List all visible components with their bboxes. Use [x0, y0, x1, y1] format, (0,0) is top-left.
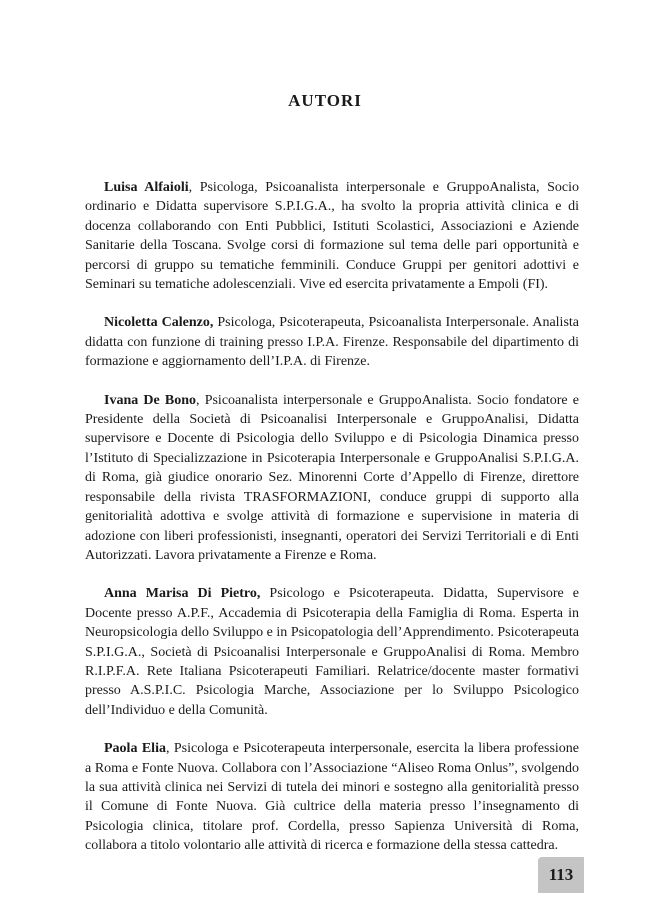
- authors-list: [85, 178, 579, 875]
- author-description: , Psicoanalista interpersonale e GruppoAnalista. Socio fondatore e Presidente della Società di Psicoanalisi Interpersonale e GruppoAnalisi, Didatta supervisore e Docente di Psicologia dello Sviluppo e di Psicologia Dinamica presso l’Istituto di Specializzazione in Psicoterapia Interpersonale e GruppoAnalisi S.P.I.G.A. di Roma, già giudice onorario Sez. Minorenni Corte d’Appello di Firenze, direttore responsabile della rivista TRASFORMAZIONI, conduce gruppi di supporto alla genitorialità adottiva e svolge attività di formazione e supervisione in materia di adozione con liberi professionisti, insegnanti, operatori dei Servizi Territoriali e di Enti Autorizzati. Lavora privatamente a Firenze e Roma.: [85, 392, 580, 563]
- author-name: Ivana De Bono: [104, 392, 197, 408]
- page-title: AUTORI: [288, 91, 362, 110]
- author-bio: [85, 391, 579, 566]
- page-number-tab: [538, 857, 584, 893]
- author-name: Anna Marisa Di Pietro,: [104, 586, 261, 602]
- author-bio: [85, 178, 579, 294]
- author-description: Psicologo e Psicoterapeuta. Didatta, Supervisore e Docente presso A.P.F., Accademia di Psicoterapia della Famiglia di Roma. Esperta in Neuropsicologia dello Sviluppo e in Psicopatologia dell’Apprendimento. Psicoterapeuta S.P.I.G.A., Società di Psicoanalisi Interpersonale e GruppoAnalisi di Roma. Membro R.I.P.F.A. Rete Italiana Psicoterapeuti Familiari. Relatrice/docente master formativi presso A.S.P.I.C. Psicologia Marche, Associazione per lo Sviluppo Psicologico dell’Individuo e della Comunità.: [85, 586, 579, 718]
- author-description: , Psicologa, Psicoanalista interpersonale e GruppoAnalista, Socio ordinario e Didatta supervisore S.P.I.G.A., ha svolto la propria attività clinica e di docenza collaborando con Enti Pubblici, Istituti Scolastici, Associazioni e Aziende Sanitarie della Toscana. Svolge corsi di formazione sul tema delle pari opportunità e percorsi di gruppo su tematiche femminili. Conduce Gruppi per genitori adottivi e Seminari su tematiche adolescenziali. Vive ed esercita privatamente a Empoli (FI).: [85, 180, 579, 293]
- author-description: , Psicologa e Psicoterapeuta interpersonale, esercita la libera professione a Roma e Fonte Nuova. Collabora con l’Associazione “Aliseo Roma Onlus”, svolgendo la sua attività clinica nei Servizi di tutela dei minori e sostegno alla genitorialità presso il Comune di Fonte Nuova. Già cultrice della materia presso l’insegnamento di Psicologia clinica, titolare prof. Cordella, presso Sapienza Università di Roma, collabora a titolo volontario alle attività di ricerca e formazione della stessa cattedra.: [85, 741, 580, 854]
- author-bio: [85, 739, 579, 855]
- author-name: Luisa Alfaioli: [104, 180, 189, 195]
- author-name: Paola Elia: [104, 741, 166, 757]
- author-bio: [85, 313, 579, 371]
- author-name: Nicoletta Calenzo,: [104, 315, 214, 331]
- author-bio: [85, 584, 579, 720]
- page-number: 113: [548, 865, 574, 884]
- author-description: Psicologa, Psicoterapeuta, Psicoanalista Interpersonale. Analista didatta con funzione di training presso I.P.A. Firenze. Responsabile del dipartimento di formazione e aggiornamento dell’I.P.A. di Firenze.: [85, 315, 579, 370]
